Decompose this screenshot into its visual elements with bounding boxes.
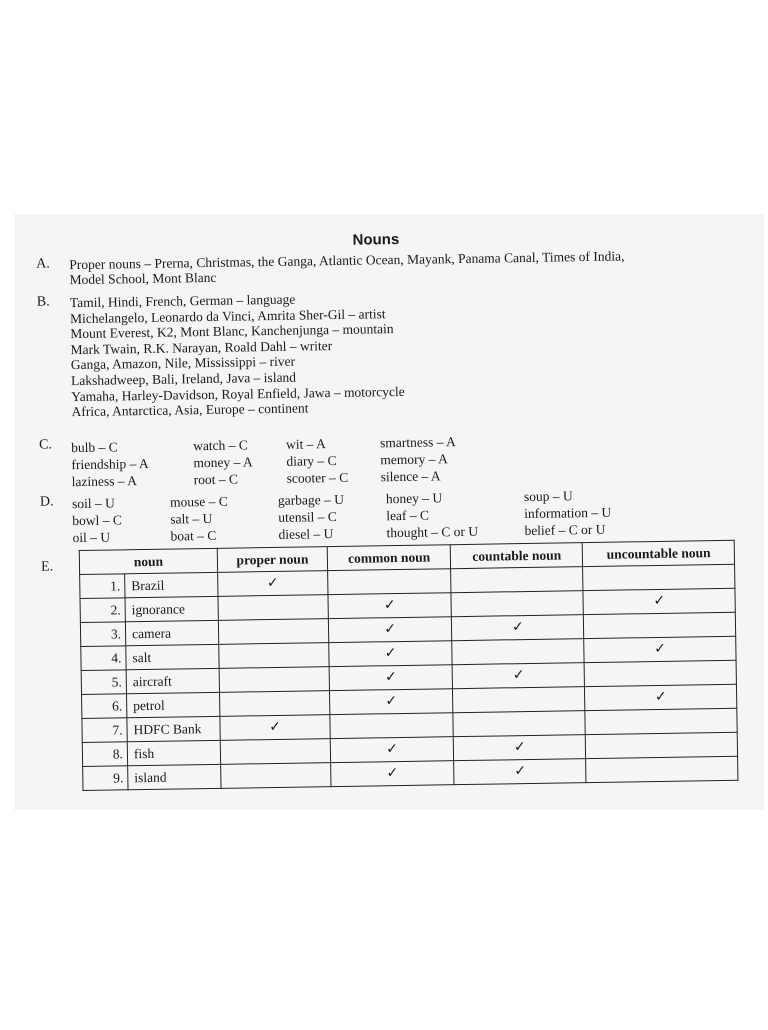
section-d-item: soup – U [523, 488, 573, 505]
section-b-line: Yamaha, Harley-Davidson, Royal Enfield, Jawa – motorcycle [71, 383, 405, 404]
row-number: 4. [81, 646, 126, 671]
section-c-label: C. [38, 437, 53, 453]
section-d-item: soil – U [71, 495, 115, 512]
section-d-col [524, 487, 612, 539]
row-noun: island [128, 764, 221, 789]
section-c-item: laziness – A [71, 473, 138, 490]
section-d-item: garbage – U [277, 491, 345, 508]
check-uncountable [585, 708, 737, 734]
check-uncountable [586, 756, 738, 782]
section-c-item: wit – A [285, 436, 326, 452]
section-d-col [386, 489, 478, 541]
section-a-line: Proper nouns – Prerna, Christmas, the Ganga, Atlantic Ocean, Mayank, Panama Canal, Times of India, [69, 248, 625, 273]
check-proper: ✓ [220, 715, 330, 741]
section-a-label: A. [36, 256, 50, 272]
section-d-col [72, 494, 122, 546]
check-common: ✓ [329, 641, 453, 667]
check-uncountable [585, 660, 737, 686]
check-uncountable: ✓ [585, 684, 737, 710]
section-d-item: leaf – C [386, 507, 430, 524]
check-countable [451, 567, 583, 593]
page-title: Nouns [352, 230, 400, 249]
check-common: ✓ [331, 761, 455, 787]
row-noun: salt [126, 644, 219, 669]
check-uncountable [586, 732, 738, 758]
check-proper [219, 667, 329, 693]
check-uncountable [583, 564, 735, 590]
section-b-line: Michelangelo, Leonardo da Vinci, Amrita Sher-Gil – artist [69, 305, 386, 326]
section-c-col [71, 438, 149, 490]
section-b-line: Lakshadweep, Bali, Ireland, Java – island [70, 369, 297, 389]
section-b-line: Africa, Antarctica, Asia, Europe – continent [71, 400, 309, 420]
row-number: 3. [80, 622, 125, 647]
header-uncountable-noun: uncountable noun [583, 540, 735, 566]
check-common [330, 713, 454, 739]
section-b-text [70, 290, 405, 420]
row-noun: ignorance [125, 596, 218, 621]
section-c-col [380, 433, 457, 485]
check-uncountable: ✓ [584, 636, 736, 662]
section-c-item: memory – A [380, 451, 448, 468]
check-proper [219, 691, 329, 717]
check-common: ✓ [330, 689, 454, 715]
row-number: 8. [82, 742, 127, 767]
check-common: ✓ [330, 737, 454, 763]
section-c-item: money – A [193, 454, 253, 471]
check-proper: ✓ [218, 571, 328, 597]
section-c-item: friendship – A [71, 455, 149, 473]
row-noun: camera [125, 620, 218, 645]
section-b-line: Tamil, Hindi, French, German – language [69, 291, 296, 311]
check-proper [221, 763, 331, 789]
check-countable: ✓ [452, 615, 584, 641]
check-countable: ✓ [454, 735, 586, 761]
section-d-item: diesel – U [278, 526, 334, 542]
check-common: ✓ [328, 617, 452, 643]
section-b-line: Mount Everest, K2, Mont Blanc, Kanchenjunga – mountain [70, 321, 394, 342]
row-noun: HDFC Bank [127, 716, 220, 741]
section-c-item: smartness – A [379, 434, 456, 451]
check-proper [218, 619, 328, 645]
section-d-item: belief – C or U [524, 521, 606, 539]
check-countable [452, 639, 584, 665]
section-b-line: Ganga, Amazon, Nile, Mississippi – river [70, 354, 296, 373]
section-c-col [286, 435, 348, 487]
header-countable-noun: countable noun [451, 543, 583, 569]
row-number: 1. [80, 574, 125, 599]
row-number: 6. [82, 694, 127, 719]
check-common: ✓ [329, 665, 453, 691]
section-d-item: bowl – C [72, 512, 122, 529]
section-a-text [69, 248, 625, 287]
section-d-item: thought – C or U [386, 523, 479, 541]
row-number: 7. [82, 718, 127, 743]
section-d-item: boat – C [170, 527, 217, 544]
check-countable: ✓ [454, 759, 586, 785]
section-c-item: root – C [193, 471, 239, 488]
check-proper [220, 739, 330, 765]
check-countable [451, 591, 583, 617]
section-c-item: watch – C [193, 437, 248, 454]
section-d-item: mouse – C [169, 493, 228, 510]
section-d-item: information – U [524, 504, 612, 522]
row-number: 5. [81, 670, 126, 695]
section-e-label: E. [40, 559, 54, 575]
section-c-item: silence – A [380, 468, 441, 485]
check-proper [218, 595, 328, 621]
check-countable [453, 711, 585, 737]
row-number: 9. [83, 766, 128, 791]
section-a-line: Model School, Mont Blanc [69, 269, 217, 288]
header-proper-noun: proper noun [217, 547, 327, 573]
section-d-item: utensil – C [278, 508, 337, 525]
check-uncountable: ✓ [583, 588, 735, 614]
check-countable: ✓ [452, 663, 584, 689]
section-d-item: oil – U [72, 529, 111, 546]
header-common-noun: common noun [327, 545, 451, 571]
row-noun: Brazil [125, 572, 218, 597]
section-c-item: scooter – C [286, 469, 349, 486]
row-noun: aircraft [126, 668, 219, 693]
section-c-item: diary – C [286, 452, 337, 469]
section-b-line: Mark Twain, R.K. Narayan, Roald Dahl – writer [70, 337, 333, 357]
section-d-col [170, 493, 229, 545]
section-c-col [193, 436, 253, 488]
check-common [328, 569, 452, 595]
row-noun: petrol [127, 692, 220, 717]
section-c-item: bulb – C [71, 439, 118, 456]
section-d-item: honey – U [385, 490, 443, 507]
header-noun: noun [79, 548, 217, 574]
section-d-item: salt – U [170, 510, 213, 527]
noun-classification-table [79, 540, 739, 791]
row-noun: fish [127, 740, 220, 765]
section-b-label: B. [36, 294, 50, 310]
row-number: 2. [80, 598, 125, 623]
check-countable [453, 687, 585, 713]
check-proper [219, 643, 329, 669]
check-common: ✓ [328, 593, 452, 619]
check-uncountable [584, 612, 736, 638]
section-d-col [278, 491, 345, 543]
section-d-label: D. [39, 494, 54, 510]
